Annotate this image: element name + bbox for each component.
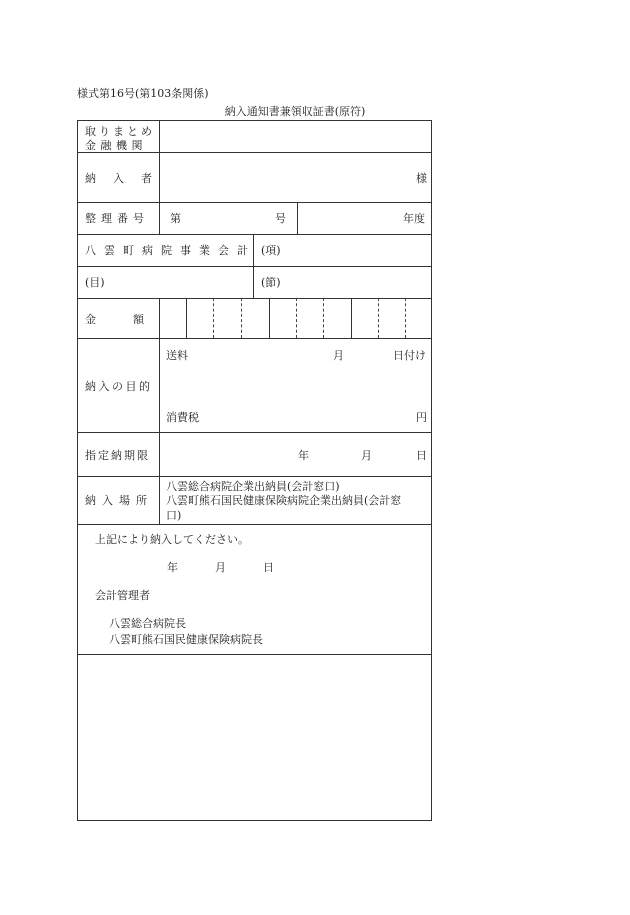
- row-divider: [78, 476, 431, 477]
- deadline-label: 指定納期限: [85, 449, 150, 462]
- document-title: 納入通知書兼領収証書(原符): [224, 105, 366, 118]
- notice-year: 年: [167, 561, 178, 574]
- account-label: 八雲町病院事業会計: [85, 244, 256, 257]
- ref-prefix: 第: [170, 212, 181, 225]
- digit-divider: [241, 298, 242, 338]
- row-divider: [78, 234, 431, 235]
- stamp-area: [78, 655, 431, 820]
- fiscal-year: 年度: [403, 212, 425, 225]
- digit-divider: [323, 298, 324, 338]
- notice-day: 日: [263, 561, 274, 574]
- row-divider: [78, 202, 431, 203]
- day-attached: 日付け: [393, 349, 426, 362]
- notice-month: 月: [215, 561, 226, 574]
- item-kou: (項): [261, 244, 281, 257]
- accounting-manager: 会計管理者: [95, 589, 150, 602]
- col-divider: [297, 202, 298, 234]
- deadline-day: 日: [416, 449, 427, 462]
- purpose-label: 納入の目的: [85, 380, 153, 393]
- yen: 円: [416, 411, 427, 424]
- bank-label-2: 金融機関: [85, 139, 147, 152]
- digit-divider: [296, 298, 297, 338]
- ref-suffix: 号: [275, 212, 286, 225]
- amount-label: 金額: [85, 313, 181, 326]
- row-divider: [78, 524, 431, 525]
- receipt-form: [77, 120, 432, 821]
- digit-divider: [351, 298, 352, 338]
- payment-request: 上記により納入してください。: [95, 533, 249, 546]
- row-divider: [78, 266, 431, 267]
- bank-label: 取りまとめ: [85, 125, 155, 138]
- row-divider: [78, 432, 431, 433]
- form-number: 様式第16号(第103条関係): [77, 87, 209, 100]
- place-2b: 口): [166, 509, 182, 522]
- shipping: 送料: [166, 349, 188, 362]
- digit-divider: [269, 298, 270, 338]
- item-setsu: (節): [261, 276, 281, 289]
- deadline-month: 月: [361, 449, 372, 462]
- month: 月: [333, 349, 344, 362]
- payer-label: 納入者: [85, 172, 169, 185]
- place-label: 納入場所: [85, 494, 153, 507]
- hospital-director-1: 八雲総合病院長: [109, 617, 186, 630]
- col-divider: [159, 298, 160, 524]
- digit-divider: [186, 298, 187, 338]
- place-2: 八雲町熊石国民健康保険病院企業出納員(会計窓: [166, 494, 402, 507]
- row-divider: [78, 338, 431, 339]
- ref-label: 整理番号: [85, 212, 149, 225]
- place-1: 八雲総合病院企業出納員(会計窓口): [166, 480, 340, 493]
- hospital-director-2: 八雲町熊石国民健康保険病院長: [109, 633, 263, 646]
- payer-suffix: 様: [416, 172, 427, 185]
- digit-divider: [405, 298, 406, 338]
- digit-divider: [378, 298, 379, 338]
- item-moku: (目): [85, 276, 105, 289]
- deadline-year: 年: [298, 449, 309, 462]
- consumption-tax: 消費税: [166, 411, 199, 424]
- digit-divider: [213, 298, 214, 338]
